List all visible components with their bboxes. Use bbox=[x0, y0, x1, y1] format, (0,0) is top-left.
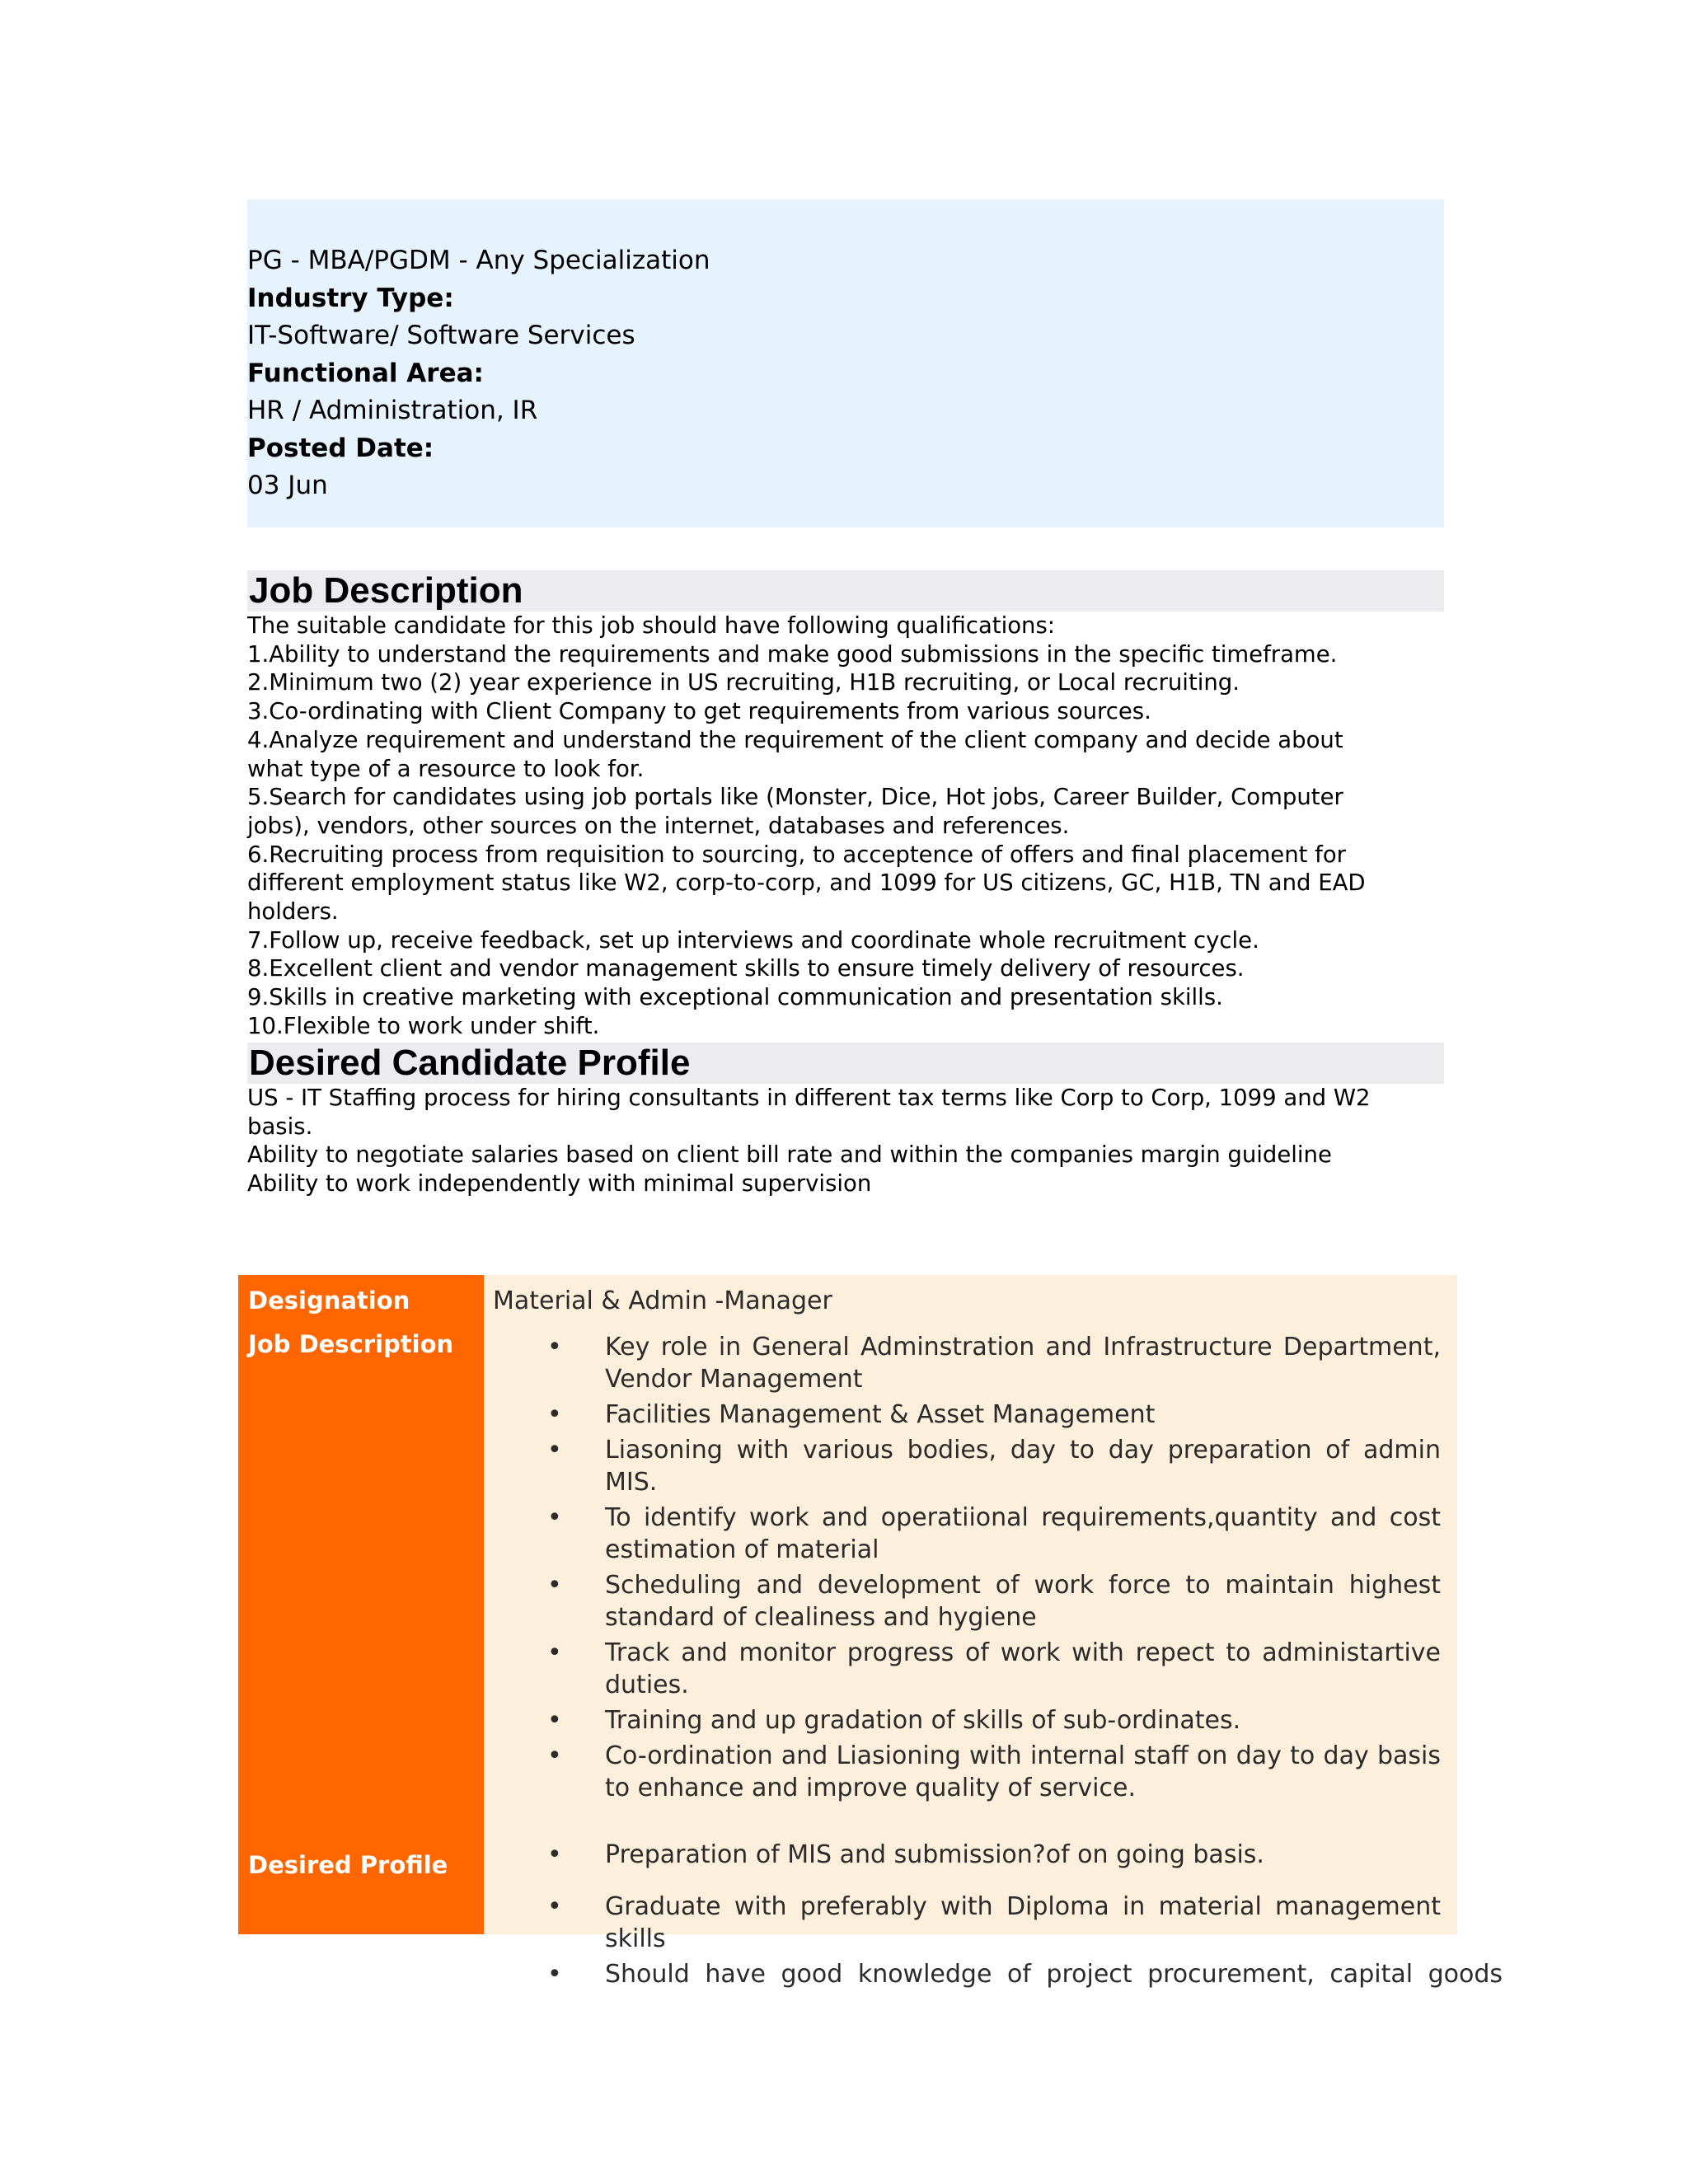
desired-candidate-line: US - IT Staffing process for hiring consultants in different tax terms like Corp to Corp, 1099 and W2 bbox=[247, 1085, 1371, 1111]
job-description-line: different employment status like W2, corp-to-corp, and 1099 for US citizens, GC, H1B, TN and EAD bbox=[247, 869, 1366, 897]
list-item bbox=[547, 1740, 1441, 1804]
bullet-icon: • bbox=[547, 1400, 562, 1429]
list-item bbox=[547, 1502, 1441, 1566]
list-item bbox=[547, 1331, 1441, 1395]
job-summary-box bbox=[247, 199, 1444, 527]
industry-type-value: IT-Software/ Software Services bbox=[247, 321, 635, 350]
bullet-icon: • bbox=[547, 1892, 562, 1921]
job-details-table bbox=[238, 1275, 1503, 1989]
list-item-text: Co-ordination and Liasioning with internal staff on day to day basis to enhance and improve quality of service. bbox=[605, 1741, 1441, 1802]
desired-profile-label: Desired Profile bbox=[248, 1851, 448, 1879]
list-item-text: Should have good knowledge of project procurement, capital goods bbox=[605, 1960, 1503, 1989]
job-description-line: 5.Search for candidates using job portals like (Monster, Dice, Hot jobs, Career Builder, Computer bbox=[247, 784, 1343, 811]
job-description-line: jobs), vendors, other sources on the internet, databases and references. bbox=[247, 812, 1070, 839]
list-item bbox=[547, 1399, 1441, 1431]
job-description-line: holders. bbox=[247, 898, 339, 926]
bullet-icon: • bbox=[547, 1571, 562, 1600]
bullet-icon: • bbox=[547, 1503, 562, 1532]
list-item-text: Graduate with preferably with Diploma in material management skills bbox=[605, 1892, 1441, 1953]
job-description-label: Job Description bbox=[248, 1330, 454, 1358]
job-description-line: 10.Flexible to work under shift. bbox=[247, 1012, 600, 1039]
bullet-icon: • bbox=[547, 1960, 562, 1989]
list-item-text: Scheduling and development of work force to maintain highest standard of clealiness and hygiene bbox=[605, 1571, 1441, 1632]
bullet-icon: • bbox=[547, 1741, 562, 1770]
job-description-line: 7.Follow up, receive feedback, set up interviews and coordinate whole recruitment cycle. bbox=[247, 926, 1259, 954]
job-description-line: what type of a resource to look for. bbox=[247, 755, 645, 782]
bullet-icon: • bbox=[547, 1638, 562, 1667]
posted-date-label: Posted Date: bbox=[247, 433, 434, 463]
list-item-text: To identify work and operatiional requirements,quantity and cost estimation of material bbox=[605, 1503, 1441, 1564]
list-item-text: Track and monitor progress of work with repect to administartive duties. bbox=[605, 1638, 1441, 1699]
list-item bbox=[547, 1839, 1441, 1871]
bullet-icon: • bbox=[547, 1840, 562, 1869]
list-item bbox=[547, 1891, 1441, 1955]
desired-candidate-line: Ability to work independently with minimal supervision bbox=[247, 1170, 872, 1197]
list-item bbox=[547, 1569, 1441, 1633]
desired-candidate-body bbox=[247, 1084, 1444, 1198]
bullet-icon: • bbox=[547, 1333, 562, 1361]
education-value: PG - MBA/PGDM - Any Specialization bbox=[247, 246, 710, 275]
bullet-icon: • bbox=[547, 1706, 562, 1735]
list-item bbox=[547, 1637, 1441, 1701]
posted-date-value: 03 Jun bbox=[247, 471, 328, 500]
desired-candidate-line: Ability to negotiate salaries based on client bill rate and within the companies margin guideline bbox=[247, 1141, 1332, 1169]
job-description-line: The suitable candidate for this job should have following qualifications: bbox=[247, 612, 1056, 639]
job-description-heading: Job Description bbox=[247, 570, 1444, 612]
functional-area-value: HR / Administration, IR bbox=[247, 396, 538, 425]
job-description-body bbox=[247, 612, 1444, 1041]
job-description-line: 6.Recruiting process from requisition to sourcing, to acceptence of offers and final placement for bbox=[247, 841, 1346, 868]
job-description-line: 8.Excellent client and vendor management skills to ensure timely delivery of resources. bbox=[247, 955, 1245, 982]
table-label-column bbox=[238, 1275, 484, 1934]
functional-area-label: Functional Area: bbox=[247, 358, 484, 388]
job-description-bullets bbox=[547, 1331, 1503, 1990]
industry-type-label: Industry Type: bbox=[247, 283, 454, 313]
job-description-line: 4.Analyze requirement and understand the requirement of the client company and decide about bbox=[247, 726, 1343, 753]
desired-candidate-heading: Desired Candidate Profile bbox=[247, 1043, 1444, 1084]
job-description-line: 2.Minimum two (2) year experience in US recruiting, H1B recruiting, or Local recruiting. bbox=[247, 669, 1240, 696]
list-item bbox=[547, 1704, 1441, 1736]
job-description-line: 9.Skills in creative marketing with exceptional communication and presentation skills. bbox=[247, 984, 1223, 1011]
list-item-text: Preparation of MIS and submission?of on going basis. bbox=[605, 1840, 1264, 1869]
list-item-text: Liasoning with various bodies, day to day preparation of admin MIS. bbox=[605, 1436, 1441, 1497]
designation-value: Material & Admin -Manager bbox=[493, 1286, 832, 1315]
designation-label: Designation bbox=[248, 1286, 410, 1315]
desired-candidate-section bbox=[247, 1043, 1444, 1198]
job-description-section bbox=[247, 570, 1444, 1041]
list-item-text: Facilities Management & Asset Management bbox=[605, 1400, 1156, 1429]
desired-candidate-line: basis. bbox=[247, 1113, 313, 1140]
list-item-text: Key role in General Adminstration and Infrastructure Department, Vendor Management bbox=[605, 1333, 1441, 1394]
list-item bbox=[547, 1434, 1441, 1498]
bullet-icon: • bbox=[547, 1436, 562, 1465]
job-description-line: 1.Ability to understand the requirements and make good submissions in the specific timeframe. bbox=[247, 640, 1338, 668]
list-item-text: Training and up gradation of skills of sub-ordinates. bbox=[605, 1706, 1241, 1735]
job-description-line: 3.Co-ordinating with Client Company to get requirements from various sources. bbox=[247, 698, 1151, 725]
list-item bbox=[547, 1958, 1503, 1990]
